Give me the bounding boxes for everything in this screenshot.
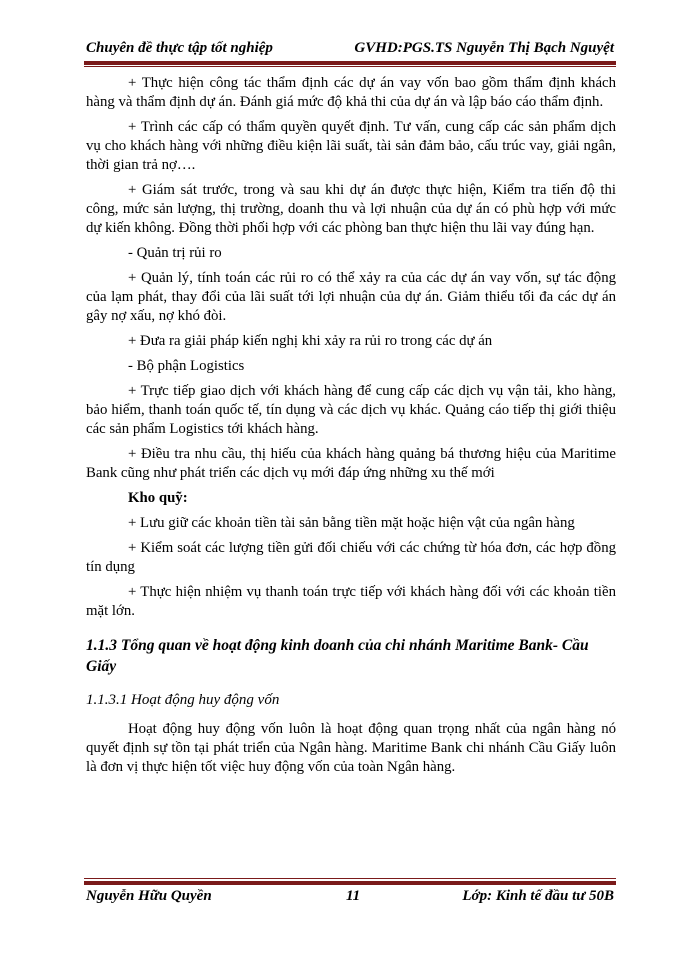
section-heading: 1.1.3 Tổng quan về hoạt động kinh doanh của chi nhánh Maritime Bank- Cầu Giấy <box>86 637 589 675</box>
header-rule <box>84 61 616 65</box>
paragraph: + Quản lý, tính toán các rủi ro có thể xảy ra của các dự án vay vốn, sự tác động của lạm phát, thay đổi của lãi suất tới lợi nhuận của dự án. Giảm thiểu tối đa các dự án gây nợ xấu, nợ khó đòi. <box>86 270 616 324</box>
paragraph: + Thực hiện nhiệm vụ thanh toán trực tiếp với khách hàng đối với các khoản tiền mặt lớn. <box>86 584 616 619</box>
footer-class: Lớp: Kinh tế đầu tư 50B <box>462 888 614 904</box>
paragraph: + Điều tra nhu cầu, thị hiếu của khách hàng quảng bá thương hiệu của Maritime Bank cũng như phát triển các dịch vụ mới đáp ứng những xu thế mới <box>86 446 616 481</box>
paragraph: + Lưu giữ các khoản tiền tài sản bằng tiền mặt hoặc hiện vật của ngân hàng <box>128 515 575 531</box>
page-number: 11 <box>346 888 361 904</box>
paragraph: + Giám sát trước, trong và sau khi dự án được thực hiện, Kiểm tra tiến độ thi công, mức sản lượng, thị trường, doanh thu và lợi nhuận của dự án có phù hợp với mức dự kiến không. Đồng thời phối hợp với các phòng ban thực hiện thu lãi vay đúng hạn. <box>86 182 616 236</box>
footer-author: Nguyễn Hữu Quyền <box>86 888 212 904</box>
paragraph: + Thực hiện công tác thẩm định các dự án vay vốn bao gồm thẩm định khách hàng và thẩm định dự án. Đánh giá mức độ khả thi của dự án và lập báo cáo thẩm định. <box>86 75 616 110</box>
header-advisor: GVHD:PGS.TS Nguyễn Thị Bạch Nguyệt <box>354 40 614 56</box>
paragraph: + Kiểm soát các lượng tiền gửi đối chiếu với các chứng từ hóa đơn, các hợp đồng tín dụng <box>86 540 616 575</box>
paragraph: + Đưa ra giải pháp kiến nghị khi xảy ra rủi ro trong các dự án <box>128 333 493 349</box>
paragraph: - Bộ phận Logistics <box>128 358 245 374</box>
footer-rule <box>84 881 616 885</box>
paragraph: Hoạt động huy động vốn luôn là hoạt động quan trọng nhất của ngân hàng nó quyết định sự tồn tại phát triển của Ngân hàng. Maritime Bank chi nhánh Cầu Giấy luôn là đơn vị thực hiện tốt việc huy động vốn của toàn Ngân hàng. <box>86 721 616 775</box>
page-header <box>86 40 614 57</box>
header-rule-thin <box>84 66 616 67</box>
subsection-heading: 1.1.3.1 Hoạt động huy động vốn <box>86 692 280 708</box>
paragraph: - Quản trị rủi ro <box>128 245 222 261</box>
footer-rule-thin <box>84 878 616 879</box>
document-body <box>86 74 616 783</box>
paragraph: + Trực tiếp giao dịch với khách hàng để cung cấp các dịch vụ vận tải, kho hàng, bảo hiểm, thanh toán quốc tế, tín dụng và các dịch vụ khác. Quảng cáo tiếp thị giới thiệu các sản phẩm Logistics tới khách hàng. <box>86 383 616 437</box>
header-title: Chuyên đề thực tập tốt nghiệp <box>86 40 273 56</box>
paragraph: + Trình các cấp có thẩm quyền quyết định. Tư vấn, cung cấp các sản phẩm dịch vụ cho khách hàng với những điều kiện lãi suất, tài sản đảm bảo, cấu trúc vay, giải ngân, thời gian trả nợ…. <box>86 119 616 173</box>
kho-quy-heading: Kho quỹ: <box>128 490 188 506</box>
